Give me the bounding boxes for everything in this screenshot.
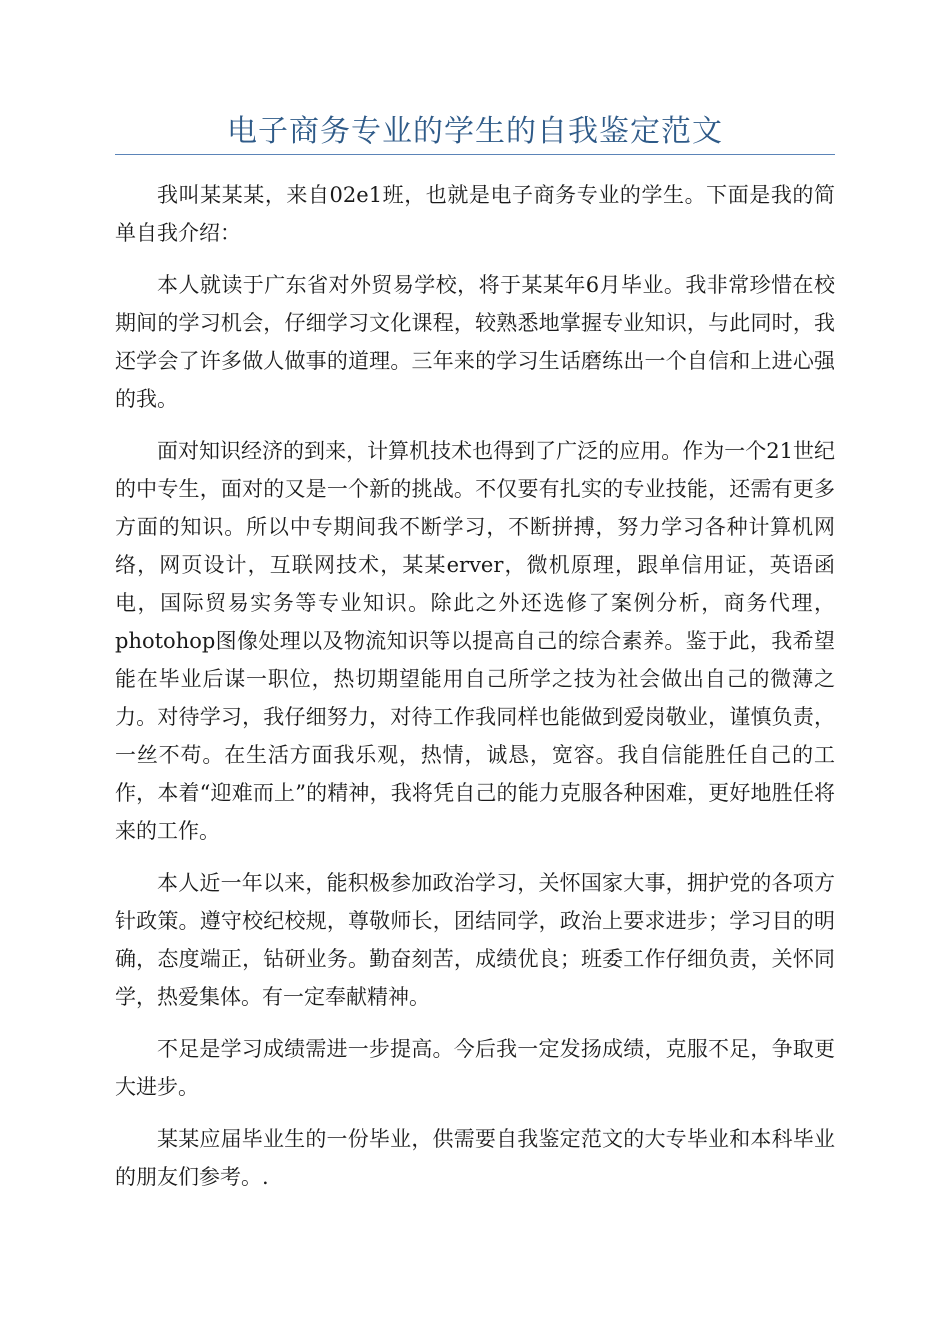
paragraph-conduct: 本人近一年以来，能积极参加政治学习，关怀国家大事，拥护党的各项方针政策。遵守校纪校规，尊敬师长，团结同学，政治上要求进步；学习目的明确，态度端正，钻研业务。勤奋刻苦，成绩优良；班委工作仔细负责，关怀同学，热爱集体。有一定奉献精神。 [115,871,835,1009]
document-title: 电子商务专业的学生的自我鉴定范文 [227,114,723,149]
title-underline [115,154,835,155]
paragraph-shortcomings: 不足是学习成绩需进一步提高。今后我一定发扬成绩，克服不足，争取更大进步。 [115,1037,835,1099]
paragraph-intro: 我叫某某某，来自02e1班，也就是电子商务专业的学生。下面是我的简单自我介绍： [115,183,835,245]
paragraph-school: 本人就读于广东省对外贸易学校，将于某某年6月毕业。我非常珍惜在校期间的学习机会，仔细学习文化课程，较熟悉地掌握专业知识，与此同时，我还学会了许多做人做事的道理。三年来的学习生话磨练出一个自信和上进心强的我。 [115,273,835,411]
paragraph-closing: 某某应届毕业生的一份毕业，供需要自我鉴定范文的大专毕业和本科毕业的朋友们参考。. [115,1127,835,1189]
paragraph-skills: 面对知识经济的到来，计算机技术也得到了广泛的应用。作为一个21世纪的中专生，面对的又是一个新的挑战。不仅要有扎实的专业技能，还需有更多方面的知识。所以中专期间我不断学习，不断拼搏，努力学习各种计算机网络，网页设计，互联网技术，某某erver，微机原理，跟单信用证，英语函电，国际贸易实务等专业知识。除此之外还选修了案例分析，商务代理，photohop图像处理以及物流知识等以提高自己的综合素养。鉴于此，我希望能在毕业后谋一职位，热切期望能用自己所学之技为社会做出自己的微薄之力。对待学习，我仔细努力，对待工作我同样也能做到爱岗敬业，谨慎负责，一丝不苟。在生活方面我乐观，热情，诚恳，宽容。我自信能胜任自己的工作，本着“迎难而上”的精神，我将凭自己的能力克服各种困难，更好地胜任将来的工作。 [115,439,835,843]
document-body [115,176,835,1210]
